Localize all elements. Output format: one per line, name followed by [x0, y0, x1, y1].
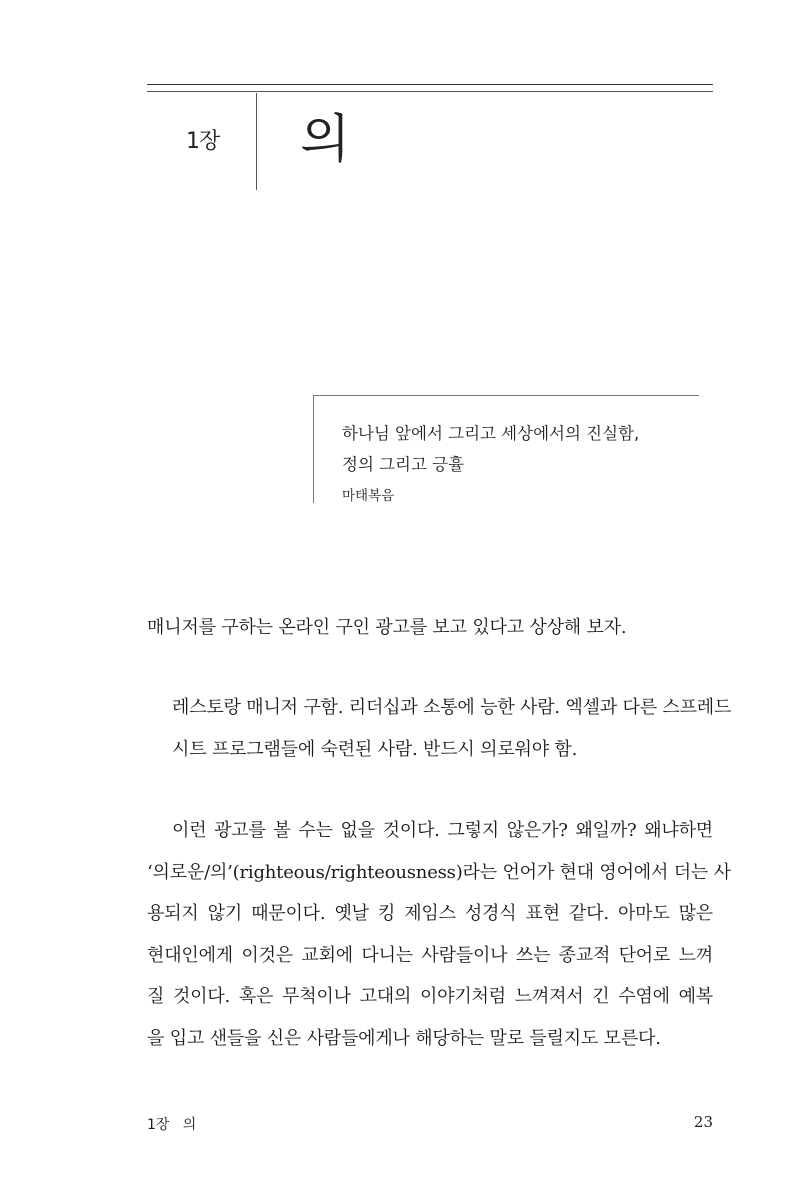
paragraph-line-5: 질 것이다. 혹은 무척이나 고대의 이야기처럼 느껴져서 긴 수염에 예복 [147, 986, 713, 1007]
paragraph-line-6: 을 입고 샌들을 신은 사람들에게나 해당하는 말로 들릴지도 모른다. [147, 1028, 661, 1049]
footer-chapter-label: 1장 의 [147, 1117, 197, 1133]
chapter-title: 의 [300, 110, 351, 170]
chapter-number: 1장 [186, 129, 220, 154]
intro-sentence: 매니저를 구하는 온라인 구인 광고를 보고 있다고 상상해 보자. [147, 617, 627, 638]
epigraph-line-1: 하나님 앞에서 그리고 세상에서의 진실함, [342, 424, 640, 443]
paragraph-line-1: 이런 광고를 볼 수는 없을 것이다. 그렇지 않은가? 왜일까? 왜냐하면 [172, 820, 713, 841]
epigraph-source: 마태복음 [342, 488, 395, 504]
paragraph-line-4: 현대인에게 이것은 교회에 다니는 사람들이나 쓰는 종교적 단어로 느껴 [147, 945, 713, 966]
paragraph-line-2: ‘의로운/의’(righteous/righteousness)라는 언어가 현대 영어에서 더는 사 [147, 862, 731, 883]
header-rule-bottom [147, 91, 713, 92]
ad-quote-line-2: 시트 프로그램들에 숙련된 사람. 반드시 의로워야 함. [172, 739, 578, 760]
epigraph-line-2: 정의 그리고 긍휼 [342, 455, 465, 474]
chapter-divider [256, 93, 257, 190]
ad-quote-line-1: 레스토랑 매니저 구함. 리더십과 소통에 능한 사람. 엑셀과 다른 스프레드 [172, 697, 732, 718]
header-rule-top [147, 84, 713, 85]
paragraph-line-3: 용되지 않기 때문이다. 옛날 킹 제임스 성경식 표현 같다. 아마도 많은 [147, 903, 713, 924]
page-number: 23 [693, 1113, 713, 1131]
